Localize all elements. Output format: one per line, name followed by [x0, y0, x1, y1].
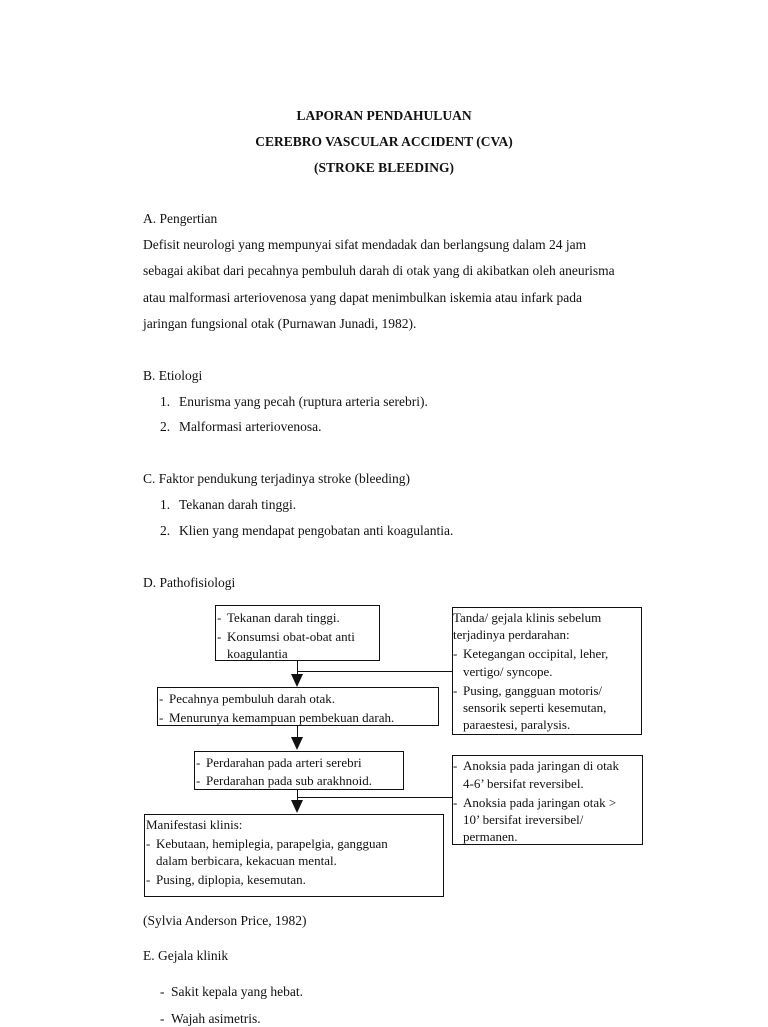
arrow-down-3	[291, 800, 303, 813]
section-c-item-1: Tekanan darah tinggi.	[179, 497, 297, 512]
section-a-line-3: atau malformasi arteriovenosa yang dapat menimbulkan iskemia atau infark pada	[143, 290, 582, 305]
box-rupture-line-1: - Pecahnya pembuluh darah otak.	[159, 691, 336, 706]
box-anoxia-line-4: 10’ bersifat ireversibel/	[463, 812, 584, 827]
section-c-item-2: Klien yang mendapat pengobatan anti koagulantia.	[179, 523, 454, 538]
box-anoxia-line-1: - Anoksia pada jaringan di otak	[453, 758, 619, 773]
box-warning-line-1: - Ketegangan occipital, leher,	[453, 646, 609, 661]
section-c-heading: C. Faktor pendukung terjadinya stroke (bleeding)	[143, 471, 410, 486]
box-warning-line-5: paraestesi, paralysis.	[463, 717, 571, 732]
section-a-line-4: jaringan fungsional otak (Purnawan Junadi, 1982).	[143, 316, 417, 331]
box-manifestation-line-1: - Kebutaan, hemiplegia, parapelgia, gangguan	[146, 836, 388, 851]
box-anoxia-line-3: - Anoksia pada jaringan otak >	[453, 795, 617, 810]
connector-right-2	[298, 797, 453, 798]
title-line-2: CEREBRO VASCULAR ACCIDENT (CVA)	[255, 134, 513, 149]
box-manifestation-title: Manifestasi klinis:	[146, 817, 243, 832]
box-warning-line-3: - Pusing, gangguan motoris/	[453, 683, 603, 698]
box-causes-line-1: - Tekanan darah tinggi.	[217, 610, 340, 625]
section-d-heading: D. Pathofisiologi	[143, 575, 236, 590]
section-b-item-1: Enurisma yang pecah (ruptura arteria serebri).	[179, 394, 428, 409]
section-c-item-1-number: 1.	[160, 497, 171, 512]
section-c-item-2-number: 2.	[160, 523, 171, 538]
box-anoxia-line-2: 4-6’ bersifat reversibel.	[463, 776, 584, 791]
arrow-down-2	[291, 737, 303, 750]
title-line-1: LAPORAN PENDAHULUAN	[296, 108, 472, 123]
box-causes-line-2: - Konsumsi obat-obat anti	[217, 629, 355, 644]
section-e-heading: E. Gejala klinik	[143, 948, 229, 963]
box-manifestation-line-3: - Pusing, diplopia, kesemutan.	[146, 872, 306, 887]
box-warning-title-2: terjadinya perdarahan:	[453, 627, 570, 642]
section-a-line-2: sebagai akibat dari pecahnya pembuluh darah di otak yang di akibatkan oleh aneurisma	[143, 263, 615, 278]
section-b-item-1-number: 1.	[160, 394, 171, 409]
connector-1	[297, 660, 298, 675]
box-warning-line-2: vertigo/ syncope.	[463, 664, 553, 679]
section-a-heading: A. Pengertian	[143, 211, 218, 226]
title-line-3: (STROKE BLEEDING)	[314, 160, 454, 175]
section-b-item-2: Malformasi arteriovenosa.	[179, 419, 322, 434]
flowchart-source: (Sylvia Anderson Price, 1982)	[143, 913, 307, 928]
box-rupture-line-2: - Menurunya kemampuan pembekuan darah.	[159, 710, 395, 725]
box-manifestation-line-2: dalam berbicara, kekacuan mental.	[156, 853, 337, 868]
box-bleeding-line-1: - Perdarahan pada arteri serebri	[196, 755, 362, 770]
box-bleeding-line-2: - Perdarahan pada sub arakhnoid.	[196, 773, 373, 788]
box-warning-title-1: Tanda/ gejala klinis sebelum	[453, 610, 602, 625]
box-warning-line-4: sensorik seperti kesemutan,	[463, 700, 607, 715]
connector-right-1	[298, 671, 453, 672]
section-e-item-1: - Sakit kepala yang hebat.	[160, 984, 303, 999]
box-anoxia-line-5: permanen.	[463, 829, 518, 844]
arrow-down-1	[291, 674, 303, 687]
section-b-item-2-number: 2.	[160, 419, 171, 434]
section-b-heading: B. Etiologi	[143, 368, 203, 383]
section-a-line-1: Defisit neurologi yang mempunyai sifat mendadak dan berlangsung dalam 24 jam	[143, 237, 587, 252]
section-e-item-2: - Wajah asimetris.	[160, 1011, 261, 1026]
box-causes-line-3: koagulantia	[227, 646, 288, 661]
